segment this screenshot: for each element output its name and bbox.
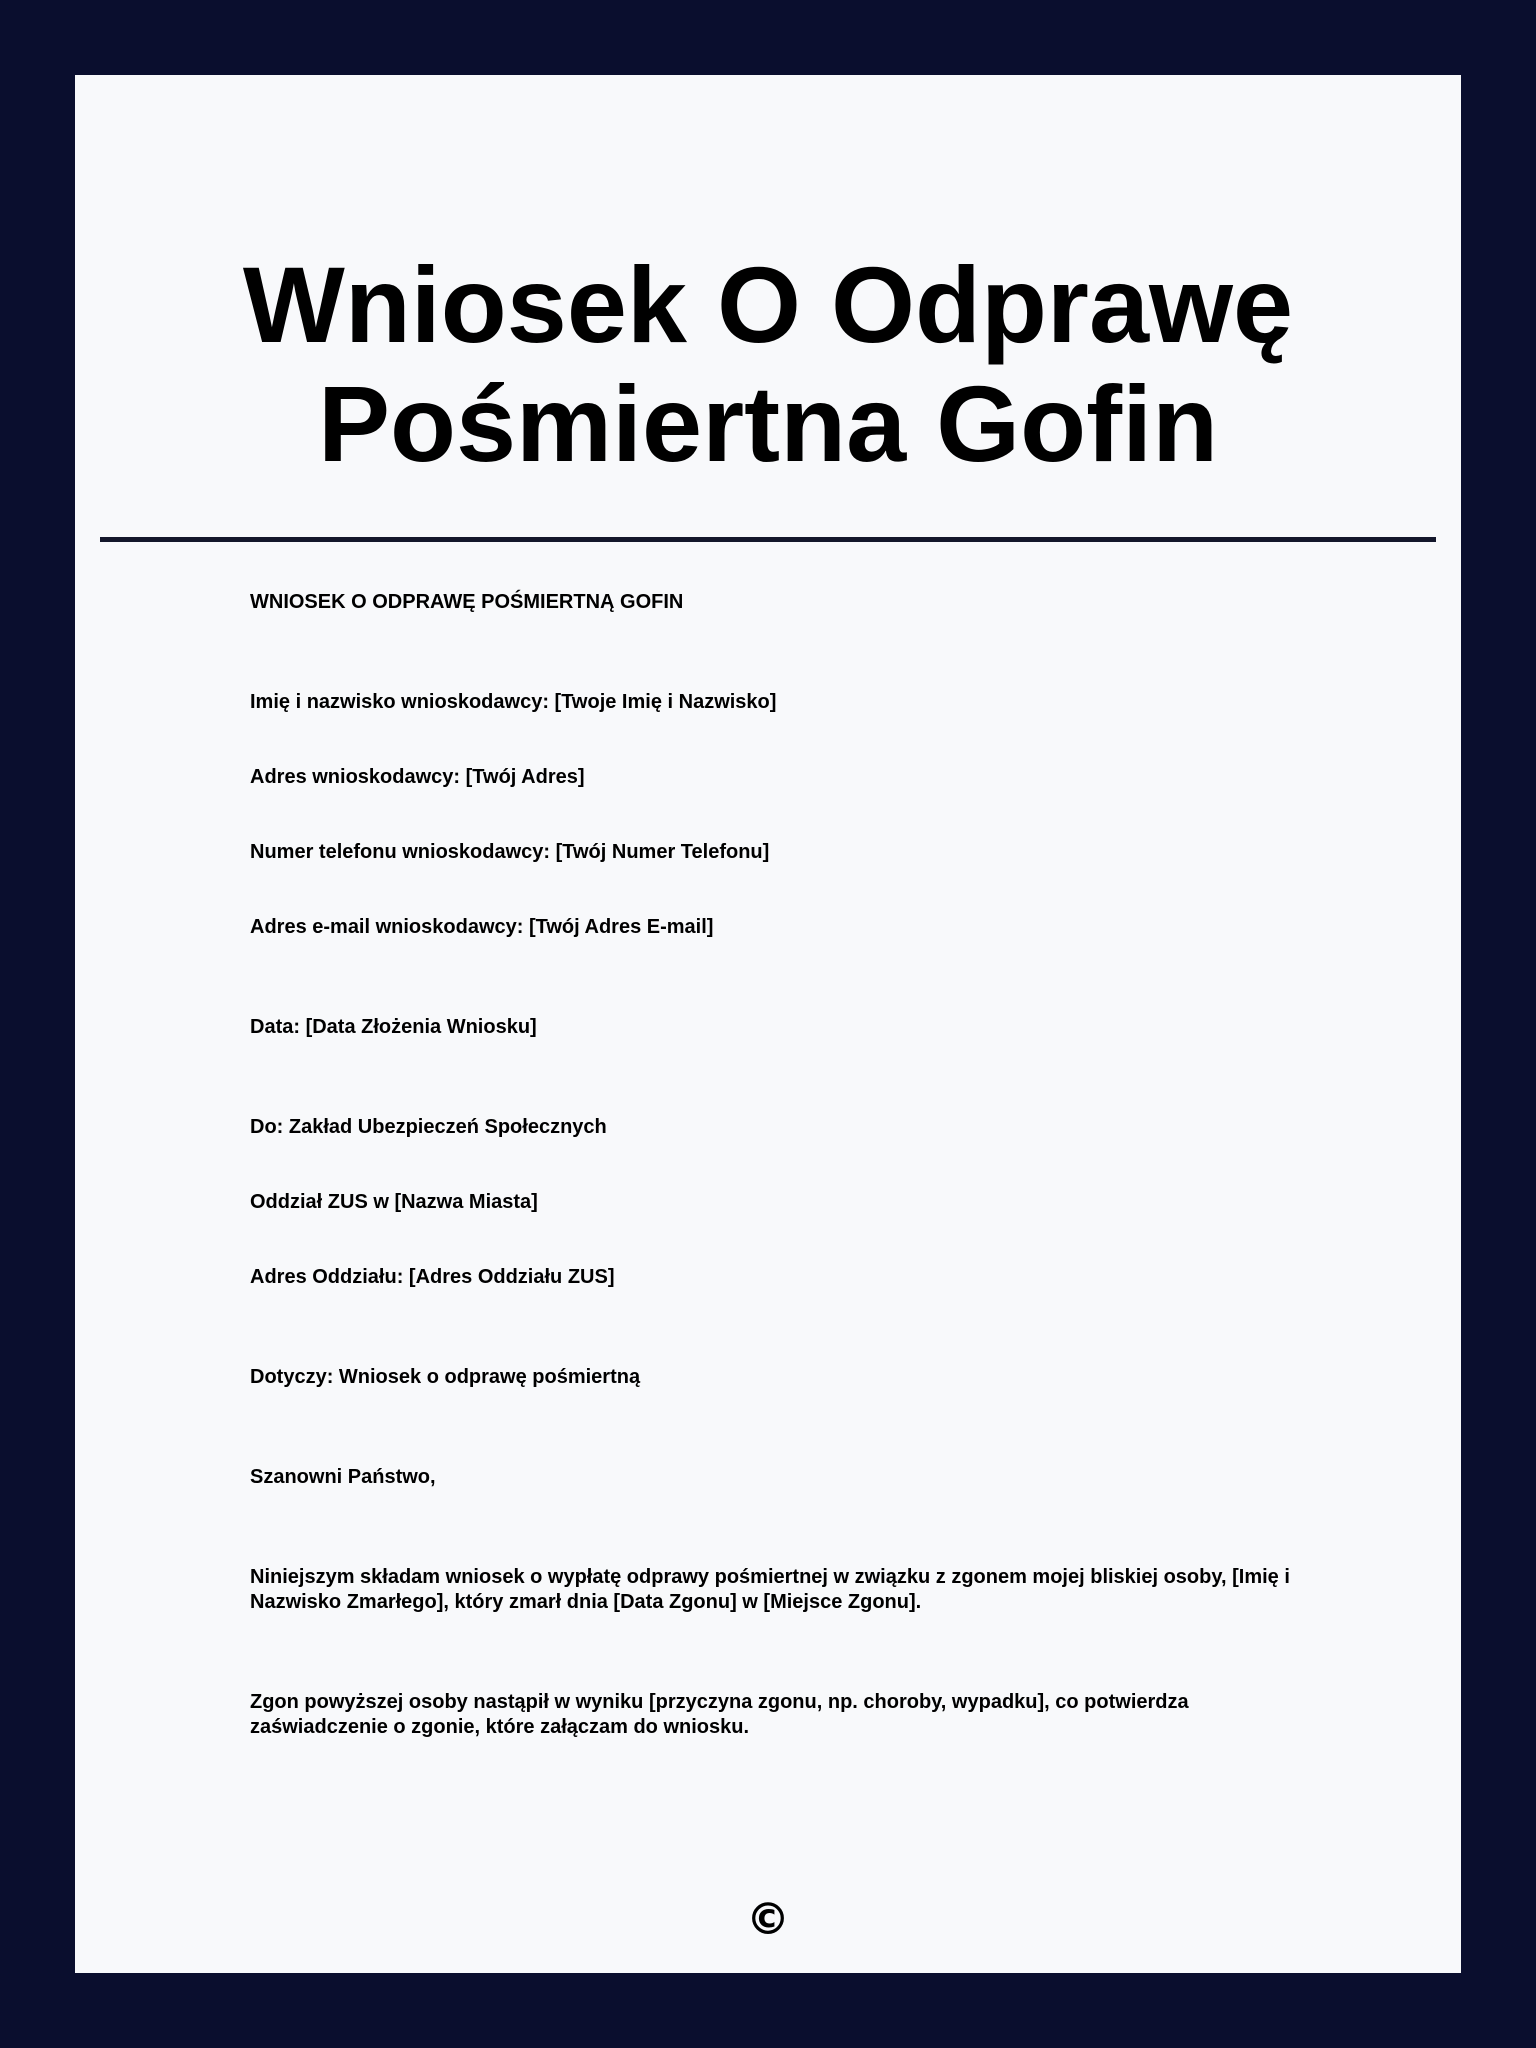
applicant-email-line: Adres e-mail wnioskodawcy: [Twój Adres E-mail]: [250, 916, 714, 938]
date-line: Data: [Data Złożenia Wniosku]: [250, 1016, 537, 1038]
recipient-line: Do: Zakład Ubezpieczeń Społecznych: [250, 1116, 607, 1138]
title-divider: [100, 537, 1436, 542]
copyright-icon: ©: [746, 1894, 790, 1945]
body-paragraph-2: Zgon powyższej osoby nastąpił w wyniku [przyczyna zgonu, np. choroby, wypadku], co potwierdza zaświadczenie o zgonie, które załączam do wniosku.: [250, 1691, 1189, 1738]
salutation: Szanowni Państwo,: [250, 1466, 436, 1488]
document-page: [75, 75, 1461, 1973]
page-title: Wniosek O Odprawę Pośmiertna Gofin: [242, 244, 1294, 484]
applicant-address-line: Adres wnioskodawcy: [Twój Adres]: [250, 766, 585, 788]
document-heading: WNIOSEK O ODPRAWĘ POŚMIERTNĄ GOFIN: [250, 591, 684, 613]
applicant-name-line: Imię i nazwisko wnioskodawcy: [Twoje Imię i Nazwisko]: [250, 691, 777, 713]
branch-line: Oddział ZUS w [Nazwa Miasta]: [250, 1191, 538, 1213]
applicant-phone-line: Numer telefonu wnioskodawcy: [Twój Numer Telefonu]: [250, 841, 770, 863]
subject-line: Dotyczy: Wniosek o odprawę pośmiertną: [250, 1366, 641, 1388]
branch-address-line: Adres Oddziału: [Adres Oddziału ZUS]: [250, 1266, 615, 1288]
body-paragraph-1: Niniejszym składam wniosek o wypłatę odprawy pośmiertnej w związku z zgonem mojej bliskiej osoby, [Imię i Nazwisko Zmarłego], który zmarł dnia [Data Zgonu] w [Miejsce Zgonu].: [250, 1566, 1290, 1613]
